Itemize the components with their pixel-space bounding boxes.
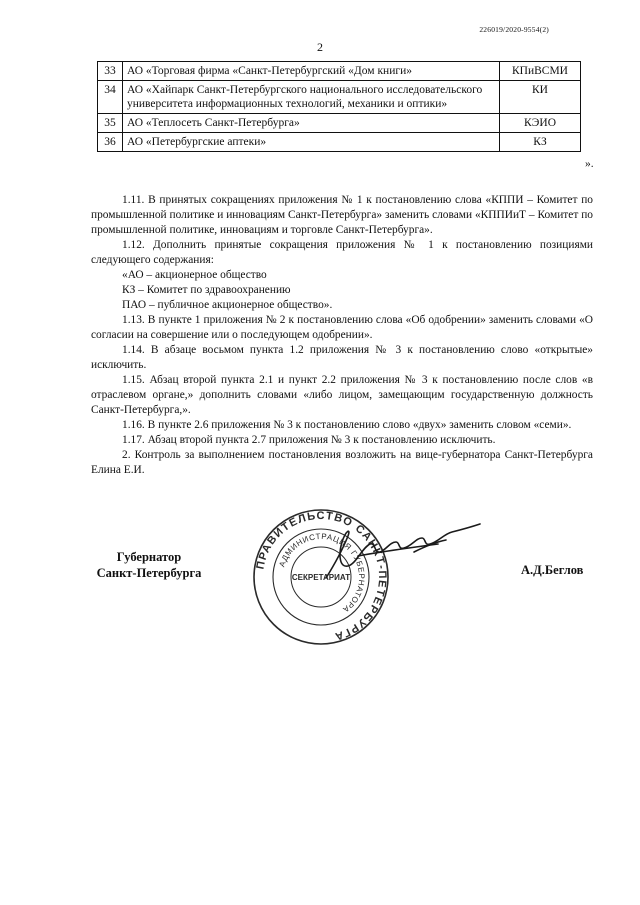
signatory-title: [89, 549, 209, 581]
row-number: 35: [98, 114, 123, 133]
paragraph-1-16: 1.16. В пункте 2.6 приложения № 3 к постановлению слово «двух» заменить словом «семи».: [122, 419, 572, 431]
row-number: 34: [98, 81, 123, 114]
paragraph-1-12: 1.12. Дополнить принятые сокращения приложения № 1 к постановлению позициями следующего содержания:: [91, 239, 593, 266]
committee-code: КИ: [500, 81, 581, 114]
paragraph-1-11: 1.11. В принятых сокращениях приложения № 1 к постановлению слова «КППИ – Комитет по промышленной политике и инновациям Санкт-Петербурга» заменить словами «КППИиТ – Комитет по промышленной политике, инновациям и торговле Санкт-Петербурга».: [91, 194, 593, 236]
seal-inner-text: АДМИНИСТРАЦИЯ ГУБЕРНАТОРА: [277, 531, 367, 615]
seal-center-text: СЕКРЕТАРИАТ: [291, 573, 351, 582]
table-row: [98, 81, 581, 114]
table-row: [98, 62, 581, 81]
seal-outer-text: ПРАВИТЕЛЬСТВО САНКТ-ПЕТЕРБУРГА: [254, 509, 389, 643]
page-number: 2: [317, 40, 323, 54]
table-row: [98, 133, 581, 152]
row-number: 33: [98, 62, 123, 81]
list-item: ПАО – публичное акционерное общество».: [122, 299, 333, 311]
paragraph-1-13: 1.13. В пункте 1 приложения № 2 к постановлению слова «Об одобрении» заменить словами «О согласии на совершение или о последующем одобрении».: [91, 314, 593, 341]
paragraph-1-14: 1.14. В абзаце восьмом пункта 1.2 приложения № 3 к постановлению слово «открытые» исключить.: [91, 344, 593, 371]
list-item: «АО – акционерное общество: [122, 269, 267, 281]
committee-code: КЭИО: [500, 114, 581, 133]
table-closing-quote: ».: [585, 158, 594, 170]
document-id: 226019/2020-9554(2): [479, 25, 549, 34]
committee-code: КПиВСМИ: [500, 62, 581, 81]
paragraph-1-17: 1.17. Абзац второй пункта 2.7 приложения № 3 к постановлению исключить.: [122, 434, 496, 446]
organization-name: АО «Торговая фирма «Санкт-Петербургский «Дом книги»: [123, 62, 500, 81]
organization-name: АО «Теплосеть Санкт-Петербурга»: [123, 114, 500, 133]
organization-name: АО «Хайпарк Санкт-Петербургского национального исследовательского университета информационных технологий, механики и оптики»: [123, 81, 500, 114]
committee-code: КЗ: [500, 133, 581, 152]
handwritten-signature-icon: [318, 518, 488, 588]
paragraph-1-15: 1.15. Абзац второй пункта 2.1 и пункт 2.2 приложения № 3 к постановлению после слов «в отраслевом органе,» дополнить словами «либо лицом, замещающим государственную должность Санкт-Петербурга,».: [91, 374, 593, 416]
list-item: КЗ – Комитет по здравоохранению: [122, 284, 291, 296]
abbreviations-table: [97, 61, 581, 152]
signatory-title-line1: Губернатор: [116, 550, 182, 564]
organization-name: АО «Петербургские аптеки»: [123, 133, 500, 152]
row-number: 36: [98, 133, 123, 152]
table-row: [98, 114, 581, 133]
signatory-title-line2: Санкт-Петербурга: [96, 566, 202, 580]
document-body: [91, 193, 593, 478]
paragraph-2: 2. Контроль за выполнением постановления возложить на вице-губернатора Санкт-Петербурга Елина Е.И.: [91, 449, 593, 476]
signatory-name: А.Д.Беглов: [521, 563, 584, 577]
